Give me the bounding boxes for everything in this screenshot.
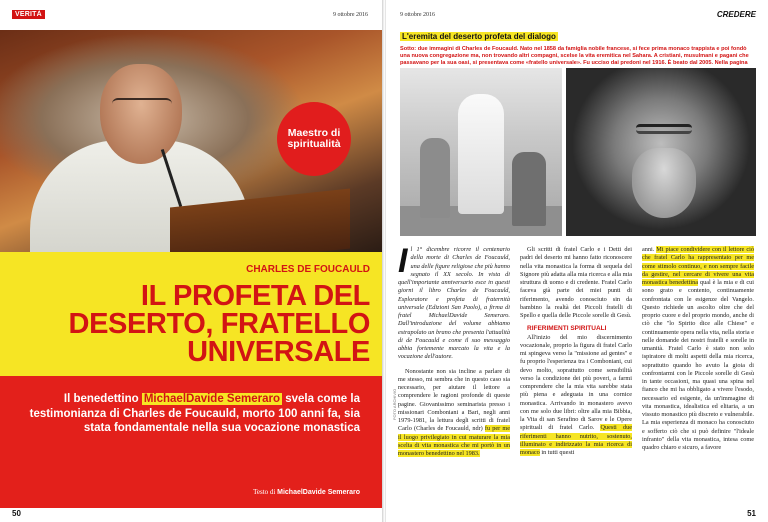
page-number-left: 50 <box>12 509 21 518</box>
photo-figure-shape <box>458 94 504 214</box>
caption-text: Sotto: due immagini di Charles de Foucauld. Nato nel 1858 da famiglia nobile francese, si fece prima monaco trappista e poi fondò una nuova congregazione ma, non trovando altri compagni, scelse la vita eremitica nel Sahara. A cristiani, musulmani e pagani che passavano per la sua oasi, si presentava come «fratello universale». Fu ucciso dai predoni nel 1916. È beato dal 2005. Nella pagina <box>400 46 749 67</box>
article-paragraph <box>398 368 510 459</box>
standfirst <box>0 392 360 436</box>
standfirst-author: MichaelDavide Semeraro <box>143 393 280 405</box>
headline-line-1: IL PROFETA DEL <box>140 280 370 312</box>
drop-cap: I <box>398 242 408 280</box>
page-number-right: 51 <box>747 509 756 518</box>
standfirst-panel <box>0 376 382 508</box>
headline-line-2: DESERTO, FRATELLO <box>68 308 370 340</box>
kicker: CHARLES DE FOUCAULD <box>246 264 370 275</box>
article-intro <box>398 242 510 362</box>
caption-title: L'eremita del deserto profeta del dialogo <box>402 32 556 41</box>
highlighted-text: Questi due riferimenti hanno nutrito, sostenuto, illuminato e indirizzato la mia ricerca di monaco <box>520 424 632 456</box>
article-column-3 <box>642 246 754 452</box>
col1-text: Nonostante non sia incline a parlare di me stesso, mi sembra che in questo caso sia necessario, per aiutare il lettore a comprendere le ragioni profonde di queste pagine. Giovanissimo seminarista presso i missionari Comboniani a Bari, negli anni 1979-1981, la lettura degli scritti di fratel Carlo (Charles de Foucauld, ndr) <box>398 367 510 433</box>
left-page-date: 9 ottobre 2016 <box>333 12 368 18</box>
col2-text: All'inizio del mio discernimento vocazionale, proprio la figura di fratel Carlo mi spingeva verso la "missione ad gentes" e fu proprio l'esperienza tra i Comboniani, cui devo molto, soprattutto come sensibilità verso la condizione dei più poveri, a farmi comprendere che la mia vita sarebbe stata più piena e adeguata in una cornice monastica. Arrivando in monastero avevo con me solo due libri: oltre alla mia Bibbia, la Vita di san Serafino di Sarov e le Opere spirituali di fratel Carlo. <box>520 333 632 432</box>
archive-photo-group <box>400 68 562 236</box>
article-column-1 <box>398 242 510 458</box>
standfirst-pre: Il benedettino <box>63 393 139 405</box>
highlighted-text: Mi piace condividere con il lettore ciò che fratel Carlo ha rappresentato per me come stimolo continuo, e non sempre facile da gestire, nel cercare di vivere una vita monastica benedettina <box>642 246 755 286</box>
magazine-brand: CREDERE <box>716 10 756 19</box>
right-page <box>386 0 768 522</box>
headline-panel <box>0 252 382 508</box>
archive-photo-portrait <box>566 68 756 236</box>
article-paragraph <box>520 334 632 458</box>
photo-face-shape <box>100 64 182 164</box>
photo-figure-shape <box>512 152 546 226</box>
photo-eyes-shape <box>636 124 692 134</box>
photo-credit: FOTO ARCHIVIO <box>392 388 397 420</box>
col2-tail: in tutti questi <box>541 449 575 456</box>
col3-post: qual è la mia e di cui sono grato e contento, continuamente confrontata con le esigenze del Vangelo. Questo richiede un ascolto oltre che del proprio cuore e del proprio mondo, anche di ciò che "lo Spirito dice alle Chiese" e continuamente opera nella vita, nella storia e nelle domande dei nostri fratelli e sorelle in umanità. Fratel Carlo è stato non solo ispiratore di molti aspetti della mia ricerca, soprattutto quando ho avuto la gioia di confrontarmi con le Piccole sorelle di Gesù in tante occasioni, ma quasi una spina nel fianco che mi ha obbligato a vivere l'esodo, necessario ed esigente, da un'immagine di vita monastica, idealistica ed elitaria, a un vissuto monastico più discreto e vulnerabile. La mia esperienza di monaco ha conosciuto e sofferto ciò che si può definire "l'ideale infranto" della vita monastica, intesa come quadro chiaro e sicuro, a favore <box>642 279 754 451</box>
headline-line-3: UNIVERSALE <box>187 336 370 368</box>
section-badge: VERITÀ <box>12 10 45 19</box>
standfirst-post: svela come la testimonianza di Charles de Foucauld, morto 100 anni fa, sia stata fondamentale nella sua vocazione monastica <box>29 393 360 434</box>
left-page-header <box>0 0 382 30</box>
photo-glasses-shape <box>112 98 172 112</box>
portrait-photo <box>0 30 382 252</box>
photo-beard-shape <box>632 148 696 218</box>
headline <box>0 282 370 366</box>
byline <box>253 488 360 496</box>
article-paragraph: Gli scritti di fratel Carlo e i Detti dei padri del deserto mi hanno fatto riconoscere nella vita monastica la forma di sequela del Signore più adatta alla mia ricerca e alla mia struttura di uomo e di credente. Fratel Carlo faceva già parte dei miei punti di riferimento, avendo conosciuto sin da bambino la realtà dei Piccoli fratelli di Spello e quella delle Piccole sorelle di Gesù. <box>520 246 632 319</box>
col3-pre: anni. <box>642 246 655 253</box>
intro-text: l 1° dicembre ricorre il centenario della morte di Charles de Foucauld, una delle figure religiose che più hanno segnato il XX secolo. In vista di quell'importante anniversario esce in questi giorni il libro Charles de Foucauld, Esploratore e profeta di fraternità universale (Edizioni San Paolo), a firma di fratel MichaelDavide Semeraro. Dall'introduzione del volume abbiamo estrapolato un brano che presenta l'attualità di de Foucauld e come il suo messaggio abbia fortemente marcato la vita e la vocazione dell'autore. <box>398 246 510 361</box>
highlighted-text: fu per me il luogo privilegiato in cui maturare la mia scelta di vita monastica che mi portò in un monastero benedettino nel 1983. <box>398 425 510 457</box>
photo-figure-shape <box>420 138 450 218</box>
right-page-date: 9 ottobre 2016 <box>400 12 435 18</box>
article-subhead: RIFERIMENTI SPIRITUALI <box>527 325 607 333</box>
circle-badge: Maestro di spiritualità <box>277 102 351 176</box>
article-column-2 <box>520 246 632 457</box>
byline-pre: Testo di <box>253 488 276 496</box>
article-paragraph <box>642 246 754 452</box>
left-page <box>0 0 382 522</box>
byline-author: MichaelDavide Semeraro <box>277 489 360 496</box>
